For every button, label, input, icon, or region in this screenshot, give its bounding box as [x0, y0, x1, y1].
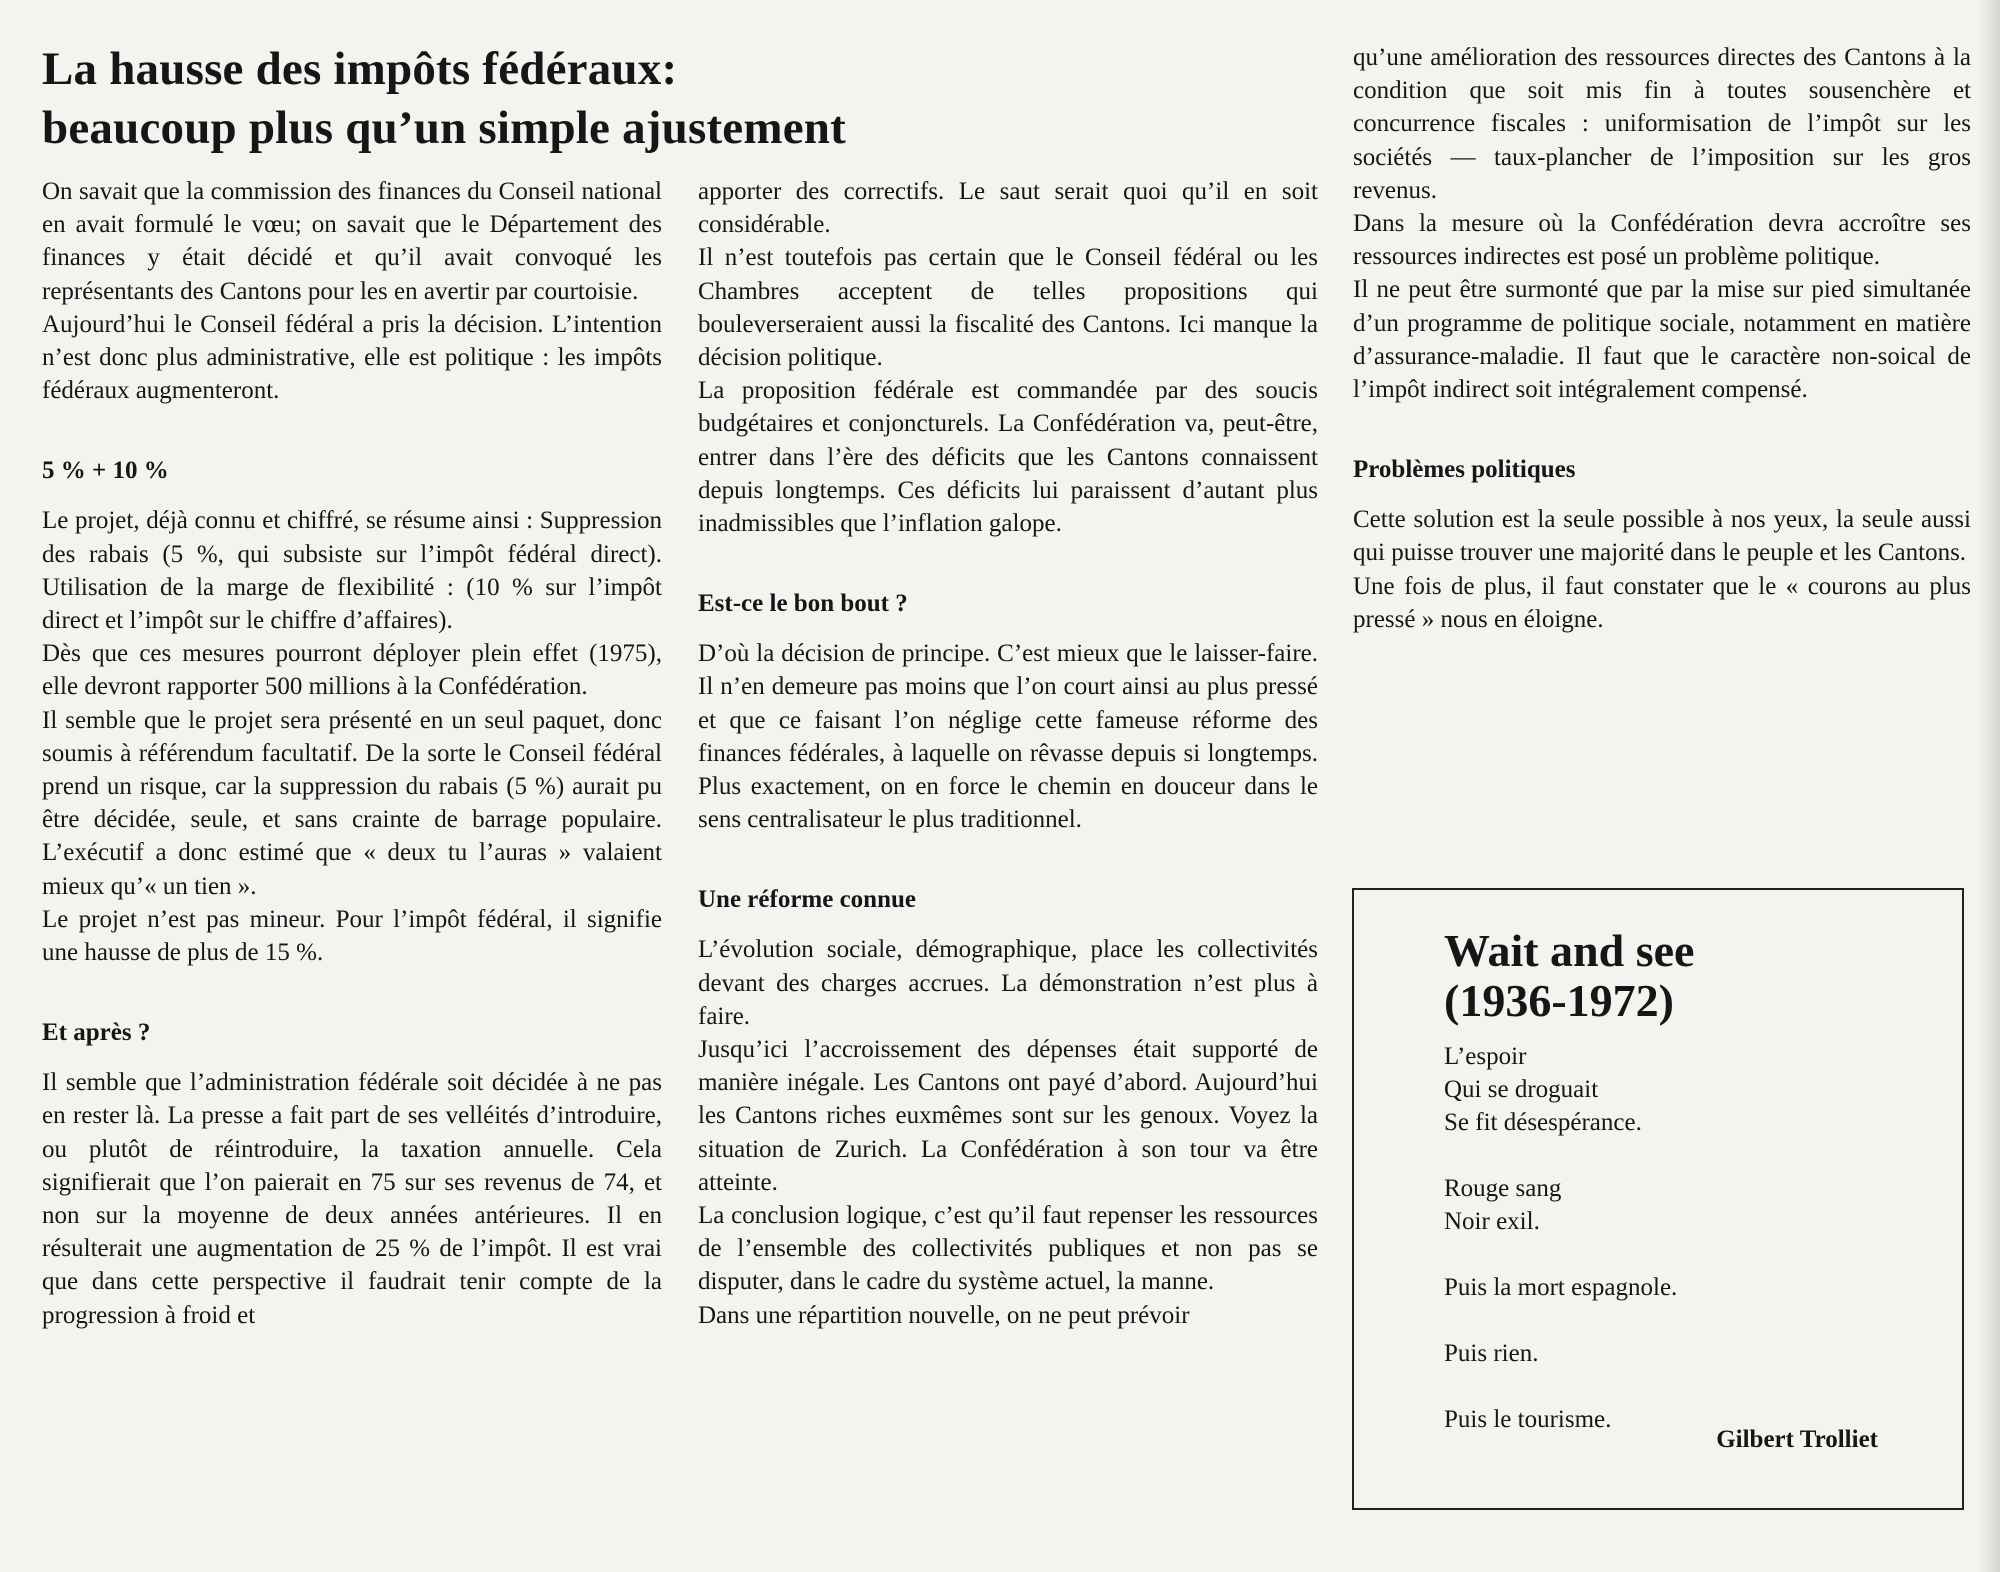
poem-line: Se fit désespérance. — [1444, 1109, 1642, 1136]
paragraph: Dans la mesure où la Confédération devra accroître ses ressources indirectes est posé un problème politique. — [1353, 210, 1971, 271]
subheading: 5 % + 10 % — [42, 457, 169, 485]
paragraph: Le projet n’est pas mineur. Pour l’impôt fédéral, il signifie une hausse de plus de 15 %. — [42, 905, 662, 967]
paragraph: L’évolution sociale, démographique, place les collectivités devant des charges accrues. La démonstration n’est plus à faire. — [698, 936, 1318, 1030]
paragraph: D’où la décision de principe. C’est mieux que le laisser-faire. Il n’en demeure pas moins que l’on court ainsi au plus pressé et que ce faisant l’on néglige cette fameuse réforme des finances fédérales, à laquelle on rêvasse depuis si longtemps. Plus exactement, on en force le chemin en douceur dans le sens centralisateur le plus traditionnel. — [698, 640, 1318, 834]
paragraph: Il semble que le projet sera présenté en un seul paquet, donc soumis à référendum facultatif. De la sorte le Conseil fédéral prend un risque, car la suppression du rabais (5 %) aurait pu être décidée, seule, et sans crainte de barrage populaire. L’exécutif a donc estimé que « deux tu l’auras » valaient mieux qu’« un tien ». — [42, 706, 662, 900]
poem-title-line-2: (1936-1972) — [1444, 975, 1674, 1026]
poem-stanza — [1444, 1337, 1944, 1370]
poem-title — [1444, 926, 1944, 1026]
paragraph: La conclusion logique, c’est qu’il faut repenser les ressources de l’ensemble des collectivités publiques et non pas se disputer, dans le cadre du système actuel, la manne. — [698, 1202, 1318, 1296]
paragraph: Jusqu’ici l’accroissement des dépenses était supporté de manière inégale. Les Cantons ont payé d’abord. Aujourd’hui les Cantons riches euxmêmes sont sur les genoux. Voyez la situation de Zurich. La Confédération à son tour va être atteinte. — [698, 1036, 1318, 1196]
paragraph: La proposition fédérale est commandée par des soucis budgétaires et conjoncturels. La Confédération va, peut-être, entrer dans l’ère des déficits que les Cantons connaissent depuis longtemps. Ces déficits lui paraissent d’autant plus inadmissibles que l’inflation galope. — [698, 377, 1318, 538]
poem-box — [1352, 888, 1964, 1510]
paragraph: Aujourd’hui le Conseil fédéral a pris la décision. L’intention n’est donc plus administrative, elle est politique : les impôts fédéraux augmenteront. — [42, 310, 662, 405]
article-headline — [42, 40, 902, 158]
poem-line: Rouge sang — [1444, 1175, 1562, 1202]
headline-line-2: beaucoup plus qu’un simple ajustement — [42, 102, 846, 154]
poem-author: Gilbert Trolliet — [1716, 1426, 1878, 1453]
page-edge-shadow — [1978, 0, 2000, 1572]
poem-line: L’espoir — [1444, 1043, 1527, 1070]
paragraph: Il ne peut être surmonté que par la mise sur pied simultanée d’un programme de politique sociale, notamment en matière d’assurance-maladie. Il faut que le caractère non-soical de l’impôt indirect soit intégralement compensé. — [1353, 276, 1971, 404]
article-column-2 — [698, 175, 1318, 1332]
poem-stanza — [1444, 1271, 1944, 1304]
poem-stanza — [1444, 1040, 1944, 1139]
paragraph: On savait que la commission des finances du Conseil national en avait formulé le vœu; on savait que le Département des finances y était décidé et qu’il avait convoqué les représentants des Cantons pour les en avertir par courtoisie. — [42, 178, 662, 305]
poem-title-line-1: Wait and see — [1444, 925, 1695, 976]
headline-line-1: La hausse des impôts fédéraux: — [42, 43, 678, 95]
article-column-3 — [1353, 41, 1971, 636]
poem-line: Noir exil. — [1444, 1208, 1540, 1235]
poem-line: Puis rien. — [1444, 1340, 1539, 1367]
poem-line: Puis la mort espagnole. — [1444, 1274, 1678, 1301]
paragraph: Il semble que l’administration fédérale soit décidée à ne pas en rester là. La presse a fait part de ses velléités d’introduire, ou plutôt de réintroduire, la taxation annuelle. Cela signifierait que l’on paierait en 75 sur ses revenus de 74, et non sur la moyenne de deux années antérieures. Il en résulterait une augmentation de 25 % de l’impôt. Il est vrai que dans cette perspective il faudrait tenir compte de la progression à froid et — [42, 1069, 662, 1329]
subheading: Une réforme connue — [698, 886, 916, 914]
subheading: Et après ? — [42, 1019, 151, 1047]
subheading: Problèmes politiques — [1353, 456, 1576, 484]
poem-stanza — [1444, 1172, 1944, 1238]
paragraph: qu’une amélioration des ressources directes des Cantons à la condition que soit mis fin à toutes sousenchère et concurrence fiscales : uniformisation de l’impôt sur les sociétés — taux-plancher de l’imposition sur les gros revenus. — [1353, 44, 1971, 204]
paragraph: Le projet, déjà connu et chiffré, se résume ainsi : Suppression des rabais (5 %, qui subsiste sur l’impôt fédéral direct). Utilisation de la marge de flexibilité : (10 % sur l’impôt direct et l’impôt sur le chiffre d’affaires). — [42, 507, 662, 635]
paragraph: apporter des correctifs. Le saut serait quoi qu’il en soit considérable. — [698, 178, 1318, 239]
paragraph: Une fois de plus, il faut constater que le « courons au plus pressé » nous en éloigne. — [1353, 572, 1971, 633]
paragraph: Il n’est toutefois pas certain que le Conseil fédéral ou les Chambres acceptent de telles propositions qui bouleverseraient aussi la fiscalité des Cantons. Ici manque la décision politique. — [698, 244, 1318, 372]
poem-line: Puis le tourisme. — [1444, 1406, 1612, 1433]
paragraph: Cette solution est la seule possible à nos yeux, la seule aussi qui puisse trouver une majorité dans le peuple et les Cantons. — [1353, 506, 1971, 567]
article-column-1 — [42, 175, 662, 1332]
poem-line: Qui se droguait — [1444, 1076, 1599, 1103]
poem-body — [1444, 1040, 1944, 1469]
subheading: Est-ce le bon bout ? — [698, 590, 908, 618]
paragraph: Dans une répartition nouvelle, on ne peut prévoir — [698, 1301, 1190, 1329]
paragraph: Dès que ces mesures pourront déployer plein effet (1975), elle devront rapporter 500 millions à la Confédération. — [42, 640, 662, 701]
